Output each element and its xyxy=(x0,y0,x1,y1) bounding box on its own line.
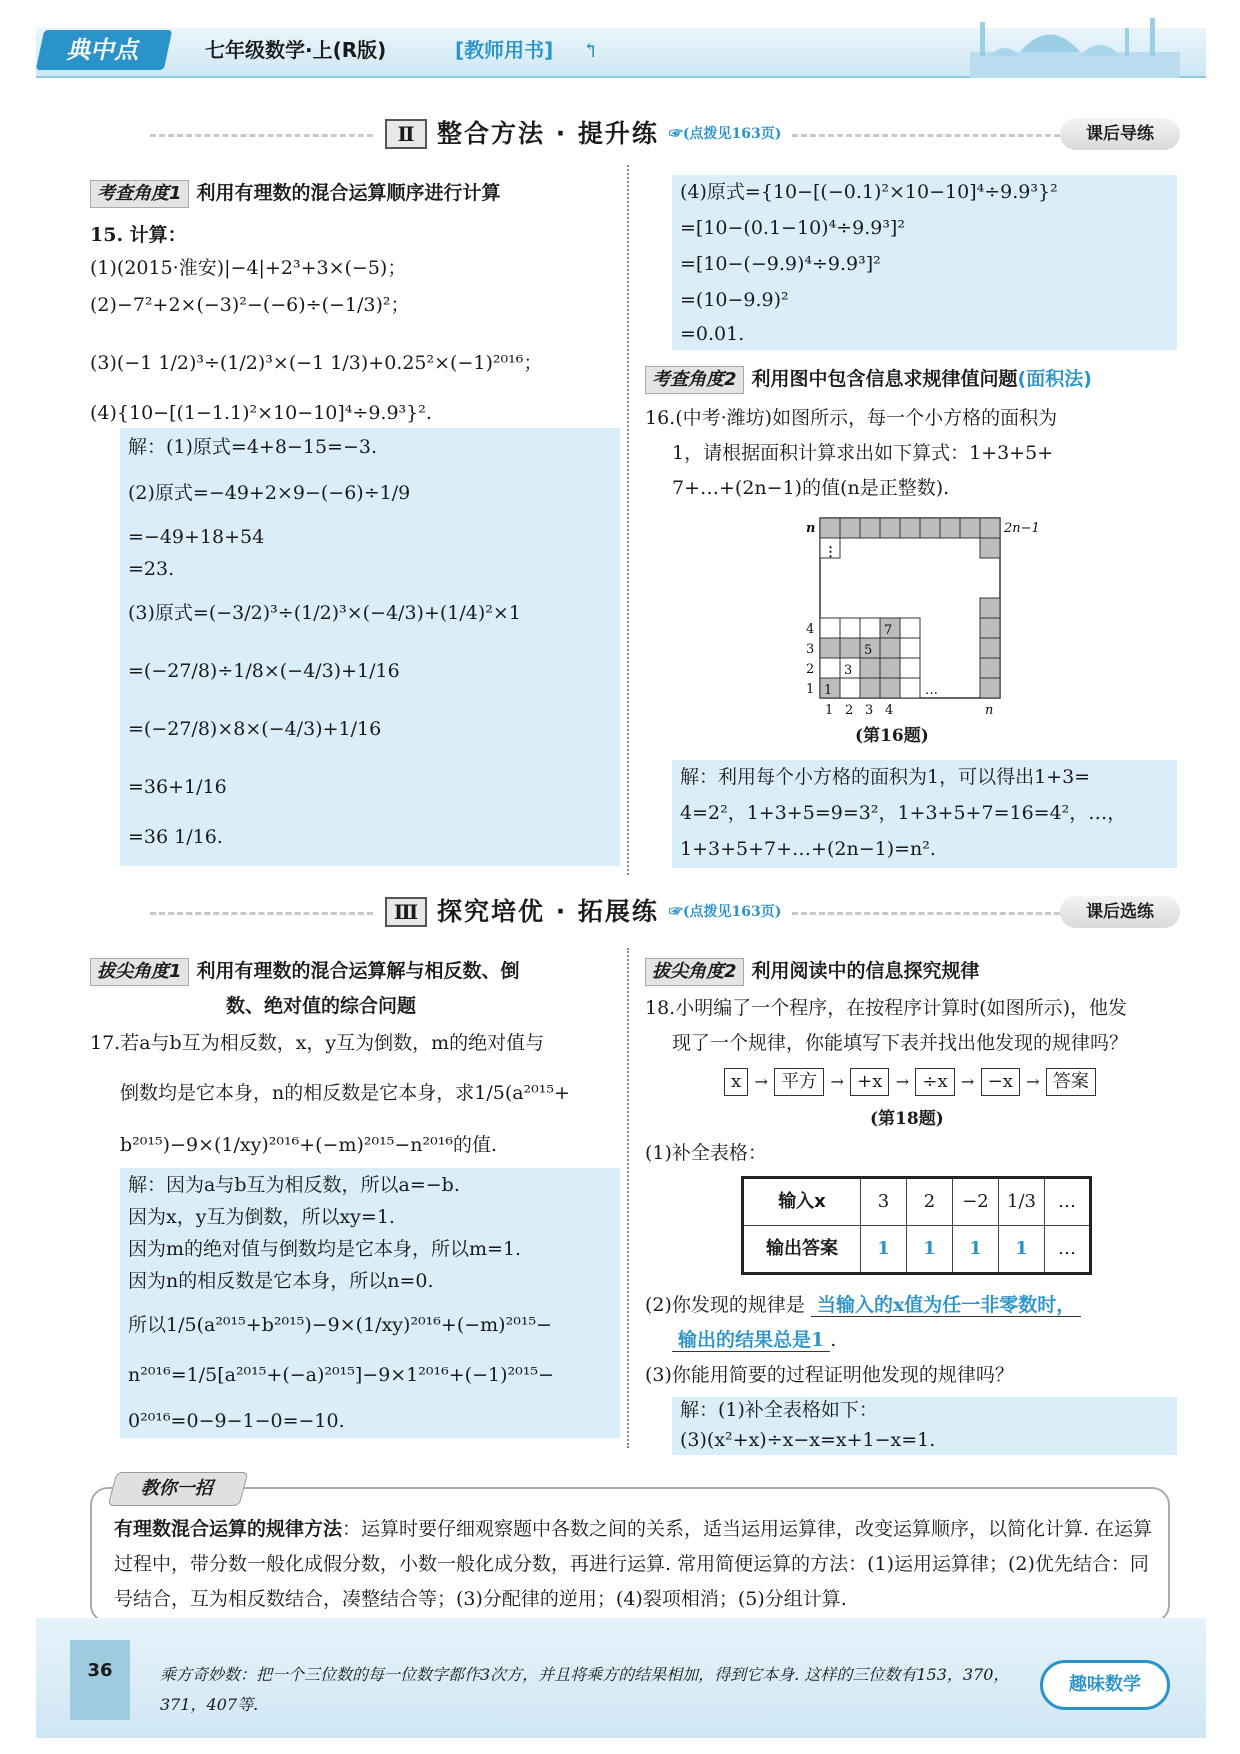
fig16-label: 2n−1 xyxy=(1004,521,1040,536)
angle-1-heading: 考查角度1 利用有理数的混合运算顺序进行计算 xyxy=(90,180,501,208)
solution-line: (2)原式=−49+2×9−(−6)÷1/9 xyxy=(128,482,411,504)
q17-line1: 17.若a与b互为相反数，x，y互为倒数，m的绝对值与 xyxy=(90,1032,545,1054)
table-cell: −2 xyxy=(953,1178,999,1226)
flow-step: 平方 xyxy=(774,1068,824,1096)
section-2-bar xyxy=(60,112,1180,156)
q18-line1: 18.小明编了一个程序，在按程序计算时(如图所示)，他发 xyxy=(645,997,1128,1019)
q16-solution xyxy=(672,760,1177,868)
section-3-bar xyxy=(60,890,1180,934)
fig16-label: 2 xyxy=(806,662,815,677)
section-2-numeral: Ⅱ xyxy=(385,119,427,149)
book-title: 七年级数学·上(R版) xyxy=(205,38,387,62)
flow-step: x xyxy=(724,1068,748,1096)
angle-2-heading: 考查角度2 利用图中包含信息求规律值问题(面积法) xyxy=(645,366,1092,394)
solution-line: (3)(x²+x)÷x−x=x+1−x=1. xyxy=(680,1429,936,1451)
arrow-right-icon: → xyxy=(830,1072,844,1092)
solution-line: =36+1/16 xyxy=(128,776,227,798)
mosque-skyline-icon xyxy=(950,12,1200,78)
q18-part1: (1)补全表格： xyxy=(645,1142,767,1164)
fig16-label: 1 xyxy=(824,683,833,698)
fig16-label: 1 xyxy=(806,682,815,697)
solution-line: =−49+18+54 xyxy=(128,526,265,548)
solution-line: 因为m的绝对值与倒数均是它本身，所以m=1. xyxy=(128,1238,522,1260)
arrow-right-icon: → xyxy=(895,1072,910,1092)
section-2-ref: ☞(点拨见163页) xyxy=(668,125,782,142)
top-angle-1-heading: 拔尖角度1 利用有理数的混合运算解与相反数、倒 xyxy=(90,958,520,986)
table-header-input: 输入x xyxy=(743,1178,861,1226)
table-cell: 1 xyxy=(861,1226,907,1274)
back-arrow-icon: ↰ xyxy=(582,38,599,62)
q18-part2: (2)你发现的规律是 当输入的x值为任一非零数时， xyxy=(645,1292,1081,1320)
q15-part2: (2)−7²+2×(−3)²−(−6)÷(−1/3)²； xyxy=(90,294,410,316)
q18-solution xyxy=(672,1397,1177,1455)
section-3-numeral: Ⅲ xyxy=(385,897,427,927)
tips-text: ：运算时要仔细观察题中各数之间的关系，适当运用运算律，改变运算顺序，以简化计算. 在运算过程中，带分数一般化成假分数，小数一般化成分数，再进行运算. 常用简便运算的方法：(1)运用运算律；(2)优先结合：同号结合，互为相反数结合，凑整结合等；(3)分配律的逆用；(4)裂项相消；(5)分组计算. xyxy=(114,1518,1153,1610)
arrow-right-icon: → xyxy=(754,1072,768,1092)
solution-line: (3)原式=(−3/2)³÷(1/2)³×(−4/3)+(1/4)²×1 xyxy=(128,602,521,624)
fig16-label: 3 xyxy=(844,663,853,678)
tips-body xyxy=(114,1512,1154,1617)
footer-badge: 趣味数学 xyxy=(1040,1660,1170,1710)
solution-line: =0.01. xyxy=(680,323,745,345)
q15-title: 15. 计算： xyxy=(90,224,187,246)
fig16-label: n xyxy=(985,703,994,718)
q15-part4: (4){10−[(1−1.1)²×10−10]⁴÷9.9³}². xyxy=(90,402,432,424)
footer-fun-fact: 乘方奇妙数：把一个三位数的每一位数字都作3次方，并且将乘方的结果相加，得到它本身. 这样的三位数有153，370，371，407等. xyxy=(160,1665,1010,1714)
q16-line2: 1，请根据面积计算求出如下算式：1+3+5+ xyxy=(672,442,1054,464)
table-cell: 1/3 xyxy=(999,1178,1045,1226)
flow-step: +x xyxy=(850,1068,889,1096)
fig16-label: 1 xyxy=(825,703,834,718)
q18-part3: (3)你能用简要的过程证明他发现的规律吗？ xyxy=(645,1364,1014,1386)
tips-title: 教你一招 xyxy=(107,1472,248,1506)
table-cell: … xyxy=(1045,1178,1091,1226)
arrow-right-icon: → xyxy=(960,1072,975,1092)
table-cell: 1 xyxy=(953,1226,999,1274)
fig16-label: … xyxy=(925,683,938,698)
column-divider xyxy=(627,165,629,875)
page-number: 36 xyxy=(70,1640,130,1720)
tips-lead: 有理数混合运算的规律方法 xyxy=(114,1518,343,1540)
flow-step: 答案 xyxy=(1046,1068,1096,1096)
fig16-label: 5 xyxy=(864,643,873,658)
q15-part3: (3)(−1 1/2)³÷(1/2)³×(−1 1/3)+0.25²×(−1)²⁰¹⁶； xyxy=(90,352,543,374)
fig16-label: n xyxy=(806,521,816,536)
section-2-title: 整合方法 · 提升练 xyxy=(437,118,659,148)
q18-table xyxy=(741,1176,1092,1275)
solution-line: 因为n的相反数是它本身，所以n=0. xyxy=(128,1270,434,1292)
solution-line: =(10−9.9)² xyxy=(680,289,789,311)
solution-line: =[10−(0.1−10)⁴÷9.9³]² xyxy=(680,217,905,239)
solution-line: 4=2²，1+3+5=9=3²，1+3+5+7=16=4²，…， xyxy=(680,802,1127,824)
column-divider xyxy=(627,948,629,1448)
fig16-label: 4 xyxy=(885,703,894,718)
fig16-label: 7 xyxy=(884,623,893,638)
solution-line: 解：(1)补全表格如下： xyxy=(680,1399,878,1421)
solution-line: =[10−(−9.9)⁴÷9.9³]² xyxy=(680,253,881,275)
fig16-label: ⋮ xyxy=(824,545,837,560)
q17-line2: 倒数均是它本身，n的相反数是它本身，求1/5(a²⁰¹⁵+ xyxy=(120,1082,570,1104)
solution-line: 解：因为a与b互为相反数，所以a=−b. xyxy=(128,1174,460,1196)
section-3-title: 探究培优 · 拓展练 xyxy=(437,896,659,926)
q18-flowchart xyxy=(724,1068,1096,1096)
solution-line: 解：(1)原式=4+8−15=−3. xyxy=(128,436,377,458)
solution-line: 0²⁰¹⁶=0−9−1−0=−10. xyxy=(128,1410,345,1432)
fig16-caption: (第16题) xyxy=(855,726,929,746)
flow-step: −x xyxy=(981,1068,1020,1096)
table-cell: 1 xyxy=(907,1226,953,1274)
solution-line: 1+3+5+7+…+(2n−1)=n². xyxy=(680,838,936,860)
solution-line: 解：利用每个小方格的面积为1，可以得出1+3= xyxy=(680,766,1091,788)
fig16-label: 3 xyxy=(865,703,874,718)
table-cell: 1 xyxy=(999,1226,1045,1274)
section-2-badge: 课后导练 xyxy=(1060,118,1180,150)
fig16-label: 3 xyxy=(806,642,815,657)
top-angle-2-heading: 拔尖角度2 利用阅读中的信息探究规律 xyxy=(645,958,980,986)
solution-line: 所以1/5(a²⁰¹⁵+b²⁰¹⁵)−9×(1/xy)²⁰¹⁶+(−m)²⁰¹⁵− xyxy=(128,1314,552,1336)
section-3-ref: ☞(点拨见163页) xyxy=(668,903,782,920)
table-cell: 2 xyxy=(907,1178,953,1226)
solution-line: 因为x，y互为倒数，所以xy=1. xyxy=(128,1206,395,1228)
solution-line: =36 1/16. xyxy=(128,826,223,848)
table-cell: … xyxy=(1045,1226,1091,1274)
q18-part2-cont: 输出的结果总是1 . xyxy=(672,1327,836,1355)
table-cell: 3 xyxy=(861,1178,907,1226)
fig18-caption: (第18题) xyxy=(870,1109,944,1129)
q17-line3: b²⁰¹⁵)−9×(1/xy)²⁰¹⁶+(−m)²⁰¹⁵−n²⁰¹⁶的值. xyxy=(120,1134,498,1156)
q15-solution xyxy=(120,428,620,866)
flow-step: ÷x xyxy=(915,1068,954,1096)
q17-solution xyxy=(120,1168,620,1438)
q15-part1: (1)(2015·淮安)|−4|+2³+3×(−5)； xyxy=(90,257,407,279)
q15-part4-solution xyxy=(672,175,1177,350)
table-header-output: 输出答案 xyxy=(743,1226,861,1274)
brand-logo: 典中点 xyxy=(36,30,173,70)
q18-line2: 现了一个规律，你能填写下表并找出他发现的规律吗？ xyxy=(672,1032,1129,1054)
solution-line: =23. xyxy=(128,558,175,580)
solution-line: =(−27/8)÷1/8×(−4/3)+1/16 xyxy=(128,660,400,682)
q16-line3: 7+…+(2n−1)的值(n是正整数). xyxy=(672,477,950,499)
fig16-label: 4 xyxy=(806,622,815,637)
figure-16-grid xyxy=(806,518,1040,718)
solution-line: =(−27/8)×8×(−4/3)+1/16 xyxy=(128,718,382,740)
top-angle-1-heading-line2: 数、绝对值的综合问题 xyxy=(226,995,417,1017)
book-tag: [教师用书] xyxy=(455,38,554,62)
q16-line1: 16.(中考·潍坊)如图所示，每一个小方格的面积为 xyxy=(645,407,1058,429)
fig16-label: 2 xyxy=(845,703,854,718)
arrow-right-icon: → xyxy=(1026,1072,1040,1092)
page-header xyxy=(0,0,1240,95)
solution-line: n²⁰¹⁶=1/5[a²⁰¹⁵+(−a)²⁰¹⁵]−9×1²⁰¹⁶+(−1)²⁰¹⁵− xyxy=(128,1364,554,1386)
solution-line: (4)原式={10−[(−0.1)²×10−10]⁴÷9.9³}² xyxy=(680,181,1058,203)
section-3-badge: 课后选练 xyxy=(1060,896,1180,928)
